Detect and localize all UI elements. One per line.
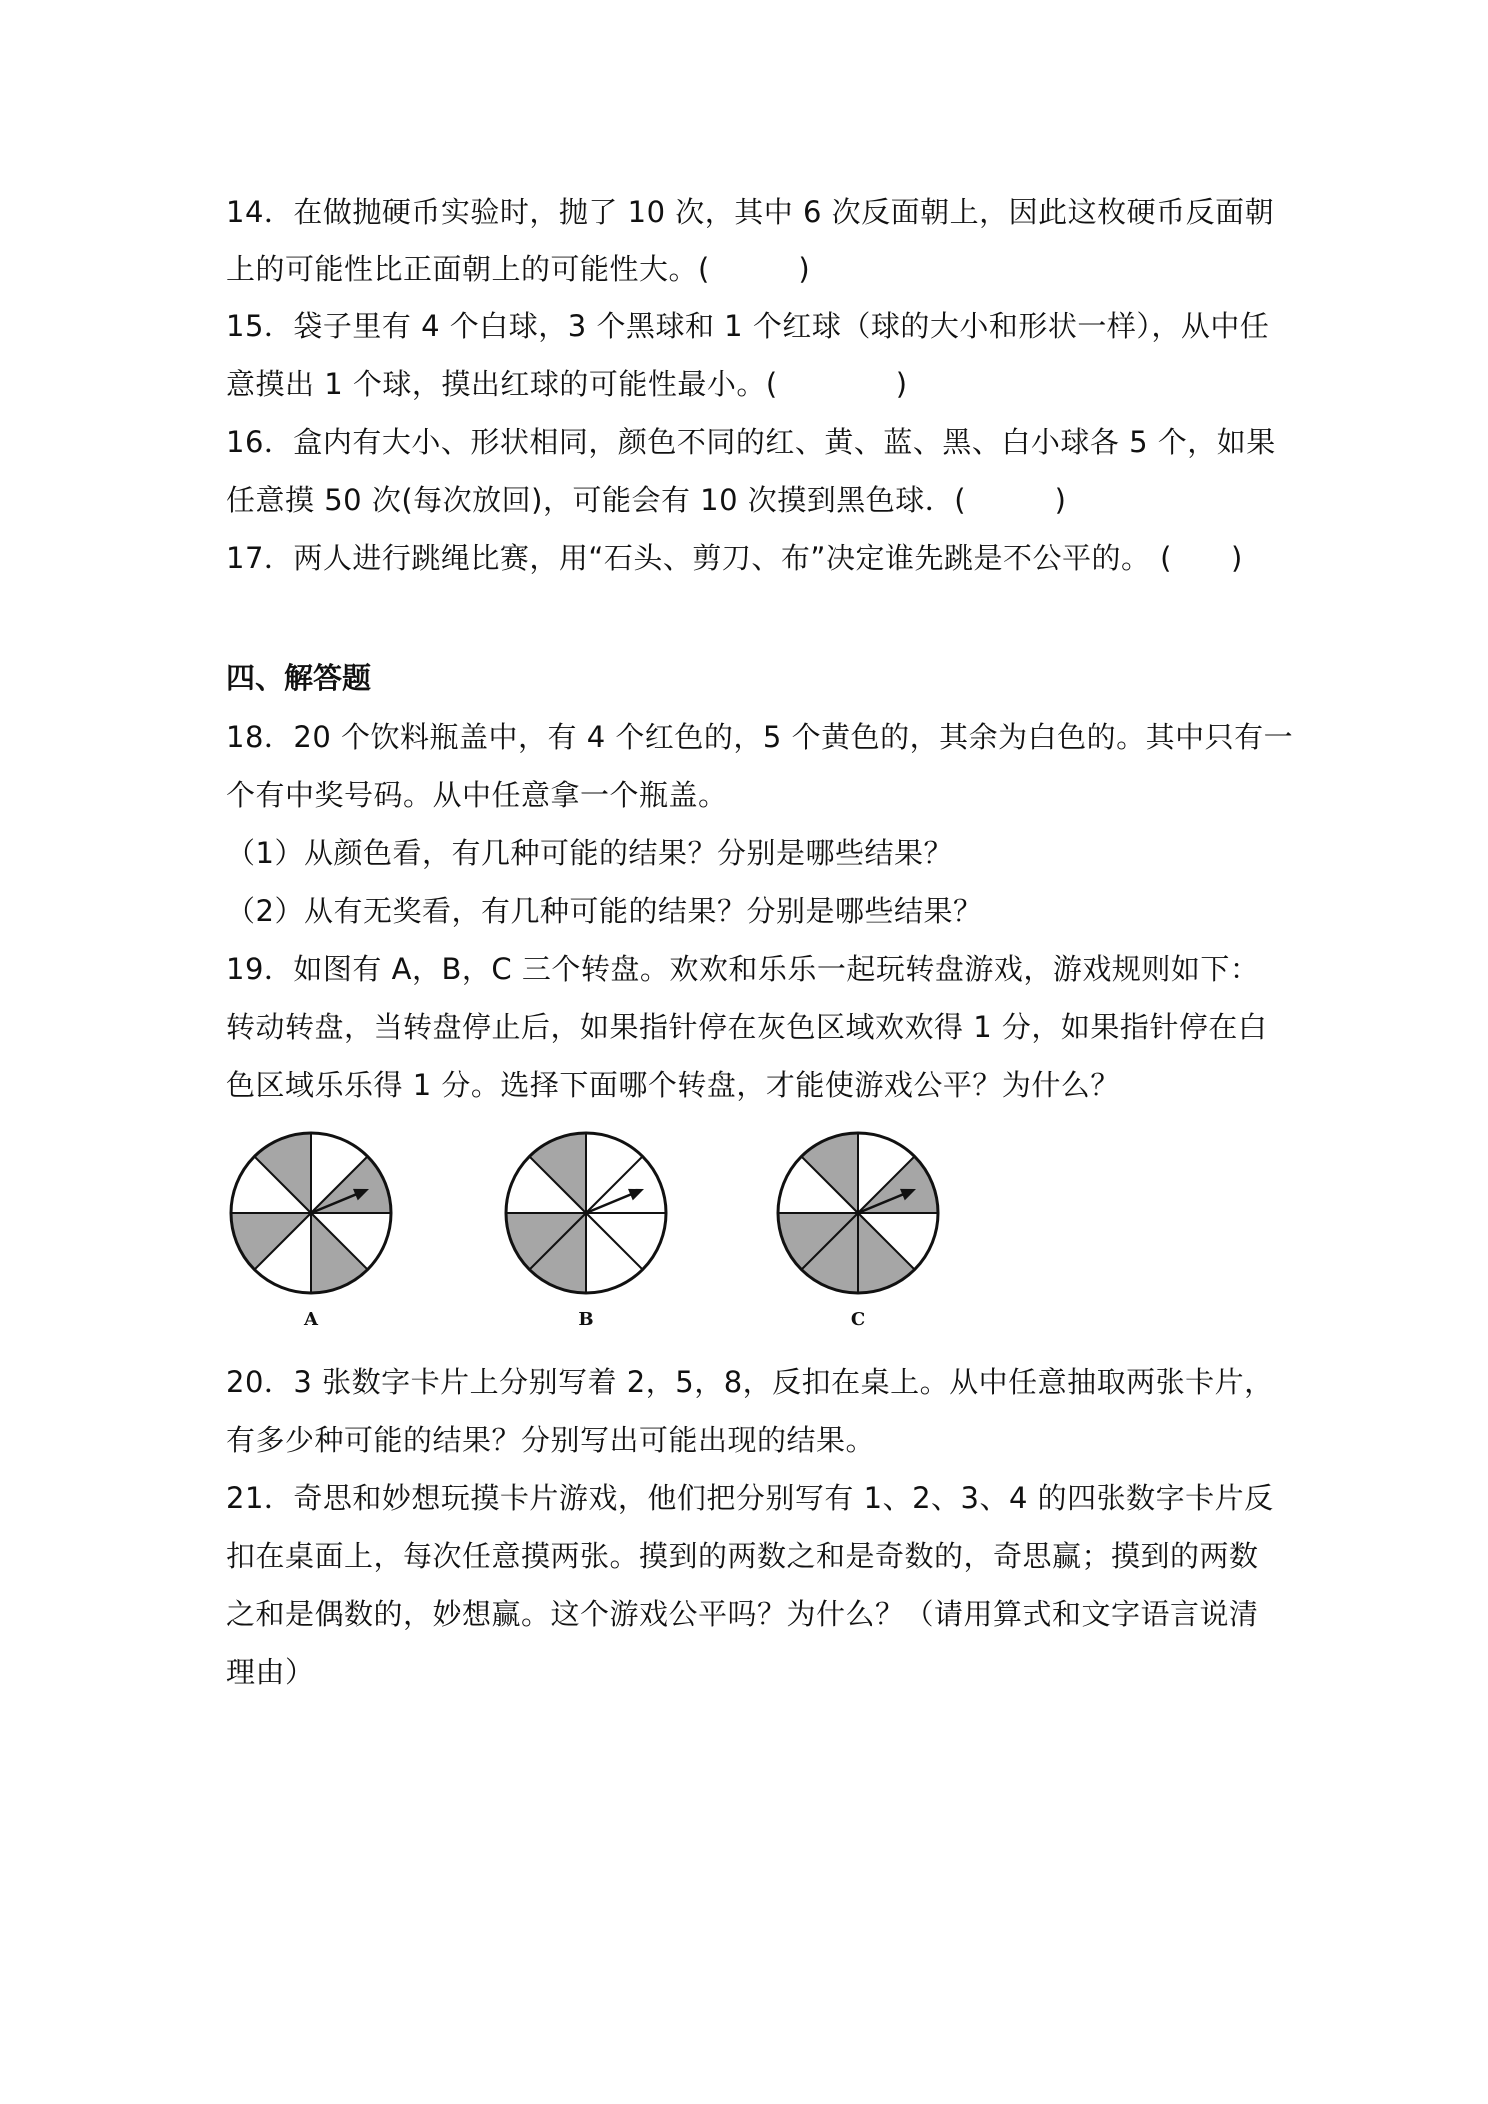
spinner-c-label: C xyxy=(850,1309,866,1330)
spinner-c-disc xyxy=(773,1128,943,1298)
spinner-b-disc xyxy=(501,1128,671,1298)
q16-line2: 任意摸 50 次(每次放回)，可能会有 10 次摸到黑色球．( ) xyxy=(226,483,1067,517)
q18-sub2: （2）从有无奖看，有几种可能的结果？分别是哪些结果？ xyxy=(226,894,983,928)
q18-line2: 个有中奖号码。从中任意拿一个瓶盖。 xyxy=(226,778,728,812)
q16-line1: 16．盒内有大小、形状相同，颜色不同的红、黄、蓝、黑、白小球各 5 个，如果 xyxy=(226,425,1276,459)
q21-line4: 理由） xyxy=(226,1655,315,1689)
spinner-figure xyxy=(226,1128,986,1348)
q21-line3: 之和是偶数的，妙想赢。这个游戏公平吗？为什么？（请用算式和文字语言说清 xyxy=(226,1597,1259,1631)
q19-line1: 19．如图有 A，B，C 三个转盘。欢欢和乐乐一起玩转盘游戏，游戏规则如下： xyxy=(226,952,1260,986)
q18-line1: 18．20 个饮料瓶盖中，有 4 个红色的，5 个黄色的，其余为白色的。其中只有一 xyxy=(226,720,1294,754)
q21-line1: 21．奇思和妙想玩摸卡片游戏，他们把分别写有 1、2、3、4 的四张数字卡片反 xyxy=(226,1481,1274,1515)
q19-line2: 转动转盘，当转盘停止后，如果指针停在灰色区域欢欢得 1 分，如果指针停在白 xyxy=(226,1010,1268,1044)
q20-line1: 20．3 张数字卡片上分别写着 2，5，8，反扣在桌上。从中任意抽取两张卡片， xyxy=(226,1365,1274,1399)
section-title-answers: 四、解答题 xyxy=(226,661,372,695)
q14-line2: 上的可能性比正面朝上的可能性大。( ) xyxy=(226,252,811,286)
q15-line2: 意摸出 1 个球，摸出红球的可能性最小。( ) xyxy=(226,367,908,401)
q21-line2: 扣在桌面上，每次任意摸两张。摸到的两数之和是奇数的，奇思赢；摸到的两数 xyxy=(226,1539,1259,1573)
q17-line1: 17．两人进行跳绳比赛，用“石头、剪刀、布”决定谁先跳是不公平的。 ( ) xyxy=(226,541,1243,575)
spinner-a-label: A xyxy=(304,1309,318,1330)
spinner-b-label: B xyxy=(578,1309,594,1330)
q19-line3: 色区域乐乐得 1 分。选择下面哪个转盘，才能使游戏公平？为什么？ xyxy=(226,1068,1120,1102)
q15-line1: 15．袋子里有 4 个白球，3 个黑球和 1 个红球（球的大小和形状一样），从中任 xyxy=(226,309,1270,343)
q18-sub1: （1）从颜色看，有几种可能的结果？分别是哪些结果？ xyxy=(226,836,953,870)
spinner-a-disc xyxy=(226,1128,396,1298)
spinner-a xyxy=(226,1128,396,1348)
q20-line2: 有多少种可能的结果？分别写出可能出现的结果。 xyxy=(226,1423,876,1457)
spinner-b xyxy=(501,1128,671,1348)
spinner-c xyxy=(773,1128,943,1348)
q14-line1: 14．在做抛硬币实验时，抛了 10 次，其中 6 次反面朝上，因此这枚硬币反面朝 xyxy=(226,195,1275,229)
